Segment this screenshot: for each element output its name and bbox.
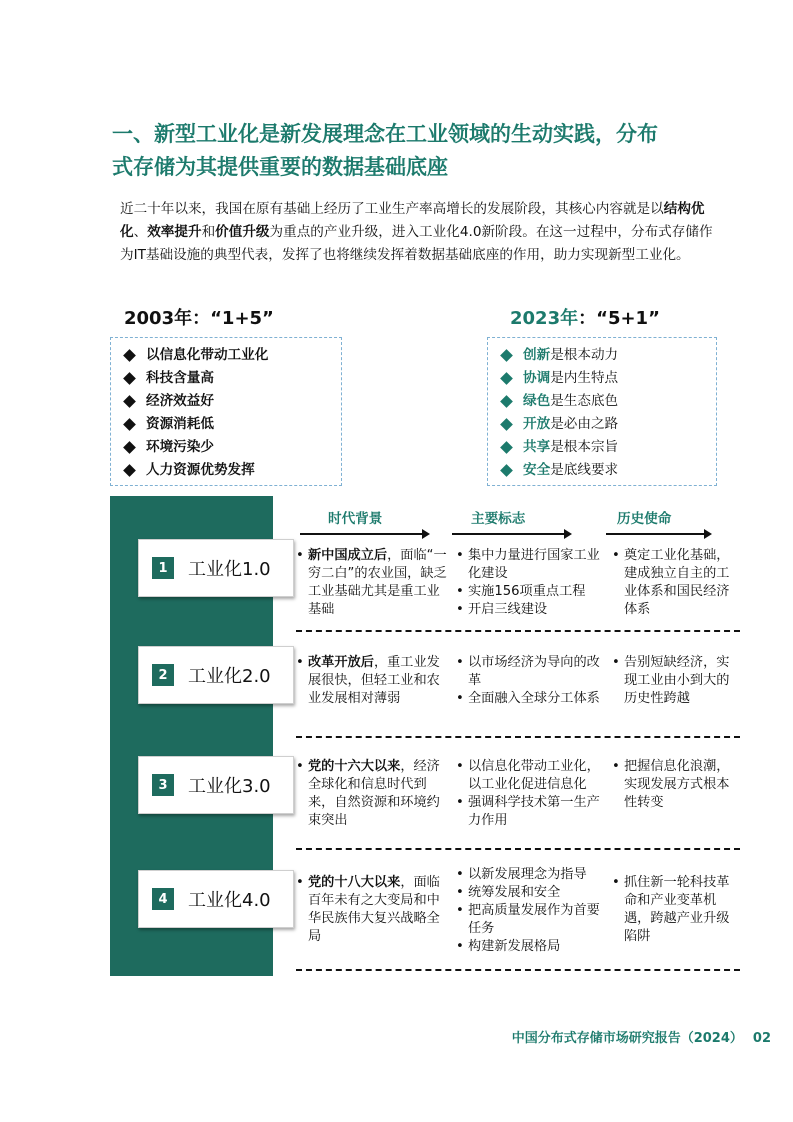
section-title-line2: 式存储为其提供重要的数据基础底座 xyxy=(112,155,448,179)
stage-card xyxy=(138,539,294,597)
diamond-bullet-icon xyxy=(500,418,513,431)
stage-mission xyxy=(612,654,738,708)
intro-text-2: 为重点的产业升级，进入工业化4.0新阶段。在这一过程中，分布式存储作为IT基础设施的典型代表，发挥了也将继续发挥着数据基础底座的作用，助力实现新型工业化。 xyxy=(120,224,713,263)
era-2003-item-text: 科技含量高 xyxy=(146,370,214,386)
row-divider xyxy=(296,969,740,971)
column-header-milestones: 主要标志 xyxy=(471,511,526,527)
diamond-bullet-icon xyxy=(500,349,513,362)
list-item xyxy=(296,654,448,708)
list-item: • 全面融入全球分工体系 xyxy=(456,690,604,708)
stage-background xyxy=(296,874,448,946)
stage-background xyxy=(296,654,448,708)
stage-background-text: ，经济全球化和信息时代到来，自然资源和环境约束突出 xyxy=(308,759,440,828)
page-footer xyxy=(512,1027,771,1046)
intro-sep-2: 和 xyxy=(201,224,216,240)
section-title-line1: 一、新型工业化是新发展理念在工业领域的生动实践，分布 xyxy=(112,122,658,146)
stage-mission xyxy=(612,547,738,619)
list-item: • 强调科学技术第一生产力作用 xyxy=(456,794,604,830)
list-item: • 开启三线建设 xyxy=(456,601,604,619)
era-2023-item xyxy=(498,459,716,482)
stage-background-bold: 党的十六大以来 xyxy=(308,759,401,774)
era-2023-item-keyword: 安全 xyxy=(523,462,551,478)
era-2023-item-text: 是根本动力 xyxy=(550,347,619,363)
diamond-bullet-icon xyxy=(123,441,136,454)
stage-background-text: ，面临百年未有之大变局和中华民族伟大复兴战略全局 xyxy=(308,875,440,944)
era-2023-item xyxy=(498,344,716,367)
era-2003-item-text: 以信息化带动工业化 xyxy=(146,347,269,363)
stage-milestones xyxy=(456,866,604,956)
stage-background-bold: 改革开放后 xyxy=(308,655,374,670)
list-item: • 奠定工业化基础，建成独立自主的工业体系和国民经济体系 xyxy=(612,547,738,619)
era-2023-item xyxy=(498,413,716,436)
era-2003-title: 2003年：“1+5” xyxy=(124,308,274,329)
era-2003-item xyxy=(121,436,341,459)
stage-card xyxy=(138,756,294,814)
era-2023-item-text: 是生态底色 xyxy=(550,393,619,409)
stage-label: 工业化1.0 xyxy=(188,559,271,580)
era-2023-item-keyword: 绿色 xyxy=(523,393,551,409)
column-header-background: 时代背景 xyxy=(328,511,383,527)
stage-label: 工业化2.0 xyxy=(188,666,271,687)
era-2023-item-text: 是必由之路 xyxy=(550,416,619,432)
list-item: • 以信息化带动工业化，以工业化促进信息化 xyxy=(456,758,604,794)
era-2003-item xyxy=(121,367,341,390)
stage-mission xyxy=(612,758,738,812)
stage-milestones xyxy=(456,758,604,830)
stage-number-badge: 2 xyxy=(152,664,174,686)
list-item: • 统筹发展和安全 xyxy=(456,884,604,902)
intro-sep-1: 、 xyxy=(133,224,148,240)
era-2003-item xyxy=(121,390,341,413)
arrow-right-icon xyxy=(300,533,428,535)
page-number: 02 xyxy=(752,1031,771,1046)
footer-report-title: 中国分布式存储市场研究报告（2024） xyxy=(511,1031,743,1046)
stage-card xyxy=(138,870,294,928)
era-2003-item-text: 人力资源优势发挥 xyxy=(146,462,255,478)
stage-background-text: ，重工业发展很快，但轻工业和农业发展相对薄弱 xyxy=(308,655,440,706)
era-2023-item xyxy=(498,436,716,459)
stage-number-badge: 4 xyxy=(152,888,174,910)
era-2023-title xyxy=(510,304,660,330)
section-title xyxy=(112,118,712,184)
list-item xyxy=(296,547,448,619)
era-2023-item-text: 是底线要求 xyxy=(550,462,619,478)
diamond-bullet-icon xyxy=(123,349,136,362)
era-2023-item-keyword: 开放 xyxy=(523,416,551,432)
diamond-bullet-icon xyxy=(123,372,136,385)
intro-text-1: 近二十年以来，我国在原有基础上经历了工业生产率高增长的发展阶段，其核心内容就是以 xyxy=(120,201,664,217)
stage-number-badge: 1 xyxy=(152,557,174,579)
era-2003-item xyxy=(121,344,341,367)
stage-card xyxy=(138,646,294,704)
era-2003-item xyxy=(121,459,341,482)
diamond-bullet-icon xyxy=(123,464,136,477)
era-2003-item-text: 经济效益好 xyxy=(146,393,214,409)
era-2023-item-keyword: 创新 xyxy=(523,347,551,363)
list-item: • 抓住新一轮科技革命和产业变革机遇，跨越产业升级陷阱 xyxy=(612,874,738,946)
intro-paragraph xyxy=(120,198,720,267)
era-2003-item xyxy=(121,413,341,436)
diamond-bullet-icon xyxy=(500,464,513,477)
stage-milestones xyxy=(456,547,604,619)
diamond-bullet-icon xyxy=(123,395,136,408)
intro-bold-2: 效率提升 xyxy=(147,224,202,240)
era-2023-item-keyword: 共享 xyxy=(523,439,551,455)
era-2023-item-keyword: 协调 xyxy=(523,370,551,386)
diamond-bullet-icon xyxy=(123,418,136,431)
list-item: • 把握信息化浪潮，实现发展方式根本性转变 xyxy=(612,758,738,812)
list-item: • 以市场经济为导向的改革 xyxy=(456,654,604,690)
era-2023-year: 2023年 xyxy=(510,308,579,329)
intro-bold-1: 结构优化 xyxy=(120,201,705,240)
diamond-bullet-icon xyxy=(500,441,513,454)
stage-milestones xyxy=(456,654,604,708)
era-2003-item-text: 资源消耗低 xyxy=(146,416,214,432)
era-2023-box xyxy=(487,337,717,486)
stage-number-badge: 3 xyxy=(152,774,174,796)
arrow-right-icon xyxy=(452,533,570,535)
list-item: • 告别短缺经济，实现工业由小到大的历史性跨越 xyxy=(612,654,738,708)
list-item: • 把高质量发展作为首要任务 xyxy=(456,902,604,938)
era-2023-item-text: 是内生特点 xyxy=(550,370,619,386)
list-item xyxy=(296,758,448,830)
stage-background xyxy=(296,547,448,619)
intro-bold-3: 价值升级 xyxy=(215,224,270,240)
era-2023-item xyxy=(498,390,716,413)
row-divider xyxy=(296,848,740,850)
diamond-bullet-icon xyxy=(500,372,513,385)
list-item: • 以新发展理念为指导 xyxy=(456,866,604,884)
row-divider xyxy=(296,736,740,738)
stage-mission xyxy=(612,874,738,946)
stage-background-text: ，面临“一穷二白”的农业国，缺乏工业基础尤其是重工业基础 xyxy=(308,548,447,617)
column-header-mission: 历史使命 xyxy=(617,511,672,527)
stage-label: 工业化4.0 xyxy=(188,890,271,911)
list-item xyxy=(296,874,448,946)
diamond-bullet-icon xyxy=(500,395,513,408)
list-item: • 集中力量进行国家工业化建设 xyxy=(456,547,604,583)
era-2023-item xyxy=(498,367,716,390)
stage-background-bold: 党的十八大以来 xyxy=(308,875,401,890)
era-2023-title-rest: ：“5+1” xyxy=(578,308,660,329)
list-item: • 实施156项重点工程 xyxy=(456,583,604,601)
era-2023-item-text: 是根本宗旨 xyxy=(550,439,619,455)
row-divider xyxy=(296,630,740,632)
arrow-right-icon xyxy=(606,533,710,535)
stage-background-bold: 新中国成立后 xyxy=(308,548,388,563)
stage-background xyxy=(296,758,448,830)
era-2003-box xyxy=(110,337,342,486)
stage-label: 工业化3.0 xyxy=(188,776,271,797)
list-item: • 构建新发展格局 xyxy=(456,938,604,956)
era-2003-item-text: 环境污染少 xyxy=(146,439,214,455)
